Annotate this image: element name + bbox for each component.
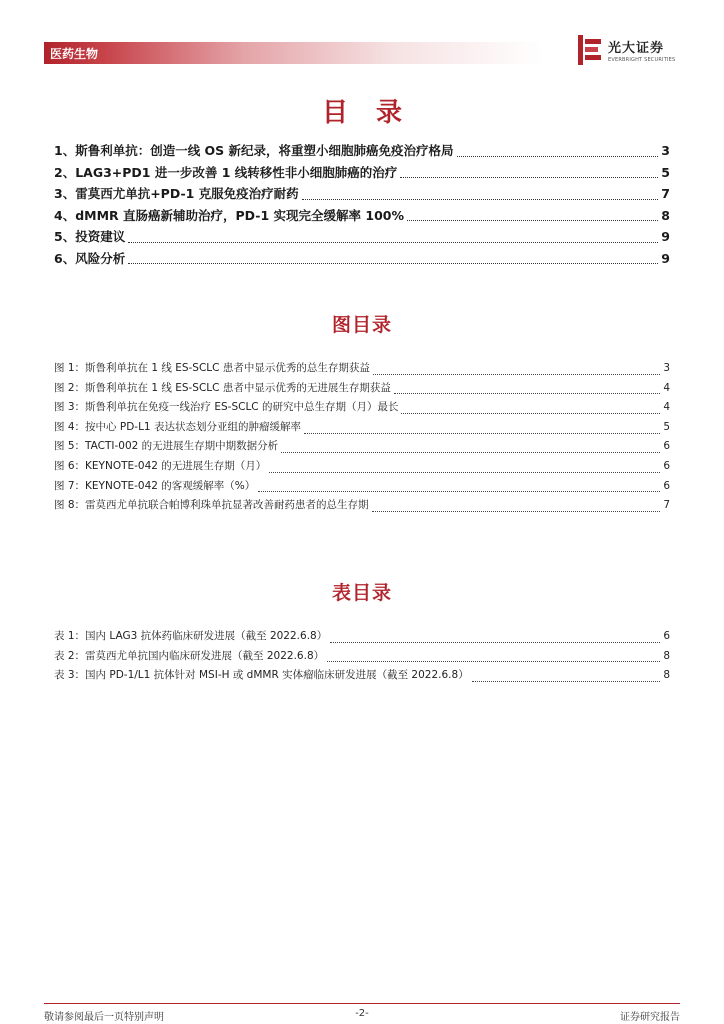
table-entry[interactable]: [54, 628, 670, 648]
entry-page-number: 6: [663, 440, 670, 453]
entry-page-number: 3: [663, 362, 670, 374]
entry-title: 雷莫西尤单抗+PD-1 克服免疫治疗耐药: [75, 186, 299, 201]
entry-title: LAG3+PD1 进一步改善 1 线转移性非小细胞肺癌的治疗: [75, 164, 398, 180]
footer-report-type: 证券研究报告: [620, 1012, 680, 1023]
entry-number: 5、: [54, 229, 76, 244]
dot-leader: [128, 262, 658, 264]
entry-page-number: 8: [661, 207, 670, 223]
entry-title: dMMR 直肠癌新辅助治疗，PD-1 实现完全缓解率 100%: [75, 207, 404, 223]
entry-number: 1、: [54, 143, 76, 158]
entry-number: 图 5：: [54, 440, 86, 453]
entry-page-number: 7: [661, 186, 670, 201]
figure-entry[interactable]: [54, 478, 670, 498]
entry-page-number: 3: [661, 143, 670, 158]
entry-title: 风险分析: [75, 250, 126, 266]
table-entry[interactable]: [54, 648, 670, 668]
dot-leader: [128, 241, 658, 243]
footer-page-number: -2-: [355, 1008, 369, 1019]
footer-divider: [44, 1003, 680, 1004]
dot-leader: [400, 176, 658, 178]
table-entry[interactable]: [54, 667, 670, 687]
entry-page-number: 7: [663, 499, 670, 512]
table-list: [54, 628, 670, 687]
entry-number: 2、: [54, 164, 76, 180]
entry-number: 表 2：: [54, 649, 86, 662]
dot-leader: [302, 198, 659, 200]
header-category: 医药生物: [50, 47, 99, 61]
entry-title: KEYNOTE-042 的客观缓解率（%）: [85, 479, 256, 492]
entry-title: 国内 PD-1/L1 抗体针对 MSI-H 或 dMMR 实体瘤临床研发进展（截至 2022.6.8）: [85, 669, 469, 682]
figure-list-title: 图目录: [331, 314, 392, 336]
toc-entry[interactable]: [54, 141, 670, 163]
brand-name-en: EVERBRIGHT SECURITIES: [608, 57, 676, 63]
figure-entry[interactable]: [54, 380, 670, 400]
figure-entry[interactable]: [54, 458, 670, 478]
entry-page-number: 5: [663, 420, 670, 433]
dot-leader: [457, 155, 659, 157]
dot-leader: [269, 471, 660, 473]
entry-page-number: 4: [663, 381, 670, 394]
entry-title: 斯鲁利单抗在 1 线 ES-SCLC 患者中显示优秀的无进展生存期获益: [85, 381, 391, 394]
figure-entry[interactable]: [54, 399, 670, 419]
footer-disclaimer: 敬请参阅最后一页特别声明: [44, 1012, 164, 1023]
dot-leader: [372, 510, 661, 512]
entry-title: 斯鲁利单抗在免疫一线治疗 ES-SCLC 的研究中总生存期（月）最长: [85, 401, 399, 414]
brand-name: 光大证券: [608, 41, 665, 56]
header-category-band: [44, 42, 544, 64]
entry-title: 雷莫西尤单抗联合帕博利珠单抗显著改善耐药患者的总生存期: [85, 499, 369, 512]
entry-page-number: 6: [663, 630, 670, 642]
entry-page-number: 9: [661, 229, 670, 244]
entry-title: 国内 LAG3 抗体药临床研发进展（截至 2022.6.8）: [85, 630, 328, 642]
entry-title: 雷莫西尤单抗国内临床研发进展（截至 2022.6.8）: [85, 649, 325, 662]
entry-page-number: 6: [663, 459, 670, 472]
entry-title: 投资建议: [75, 229, 126, 244]
dot-leader: [394, 392, 660, 394]
entry-number: 图 6：: [54, 459, 86, 472]
entry-page-number: 8: [663, 669, 670, 682]
entry-number: 图 2：: [54, 381, 86, 394]
entry-title: 按中心 PD-L1 表达状态划分亚组的肿瘤缓解率: [85, 420, 301, 433]
entry-number: 图 1：: [54, 362, 86, 374]
entry-number: 6、: [54, 250, 76, 266]
entry-title: KEYNOTE-042 的无进展生存期（月）: [85, 459, 267, 472]
dot-leader: [281, 451, 660, 453]
toc-entry[interactable]: [54, 184, 670, 206]
toc-title: 目录: [321, 98, 430, 128]
entry-title: 斯鲁利单抗：创造一线 OS 新纪录，将重塑小细胞肺癌免疫治疗格局: [75, 143, 454, 158]
entry-number: 表 3：: [54, 669, 86, 682]
entry-page-number: 6: [663, 479, 670, 492]
dot-leader: [472, 680, 661, 682]
figure-entry[interactable]: [54, 360, 670, 380]
toc-list: [54, 141, 670, 270]
figure-entry[interactable]: [54, 438, 670, 458]
entry-number: 图 3：: [54, 401, 86, 414]
brand-logo-icon: [578, 35, 604, 65]
figure-entry[interactable]: [54, 497, 670, 517]
toc-entry[interactable]: [54, 249, 670, 271]
figure-list: [54, 360, 670, 517]
figure-entry[interactable]: [54, 419, 670, 439]
dot-leader: [407, 219, 658, 221]
dot-leader: [304, 432, 660, 434]
entry-number: 3、: [54, 186, 76, 201]
entry-number: 图 7：: [54, 479, 86, 492]
entry-title: TACTI-002 的无进展生存期中期数据分析: [85, 440, 279, 453]
toc-entry[interactable]: [54, 206, 670, 228]
brand-logo: [578, 35, 688, 69]
entry-page-number: 8: [663, 649, 670, 662]
dot-leader: [258, 490, 660, 492]
toc-entry[interactable]: [54, 227, 670, 249]
entry-page-number: 4: [663, 401, 670, 414]
entry-page-number: 9: [661, 250, 670, 266]
entry-number: 图 8：: [54, 499, 86, 512]
dot-leader: [327, 660, 660, 662]
entry-page-number: 5: [661, 164, 670, 180]
dot-leader: [401, 412, 660, 414]
entry-number: 4、: [54, 207, 76, 223]
toc-entry[interactable]: [54, 163, 670, 185]
entry-number: 表 1：: [54, 630, 86, 642]
dot-leader: [330, 641, 660, 643]
entry-title: 斯鲁利单抗在 1 线 ES-SCLC 患者中显示优秀的总生存期获益: [85, 362, 370, 374]
table-list-title: 表目录: [331, 582, 392, 604]
entry-number: 图 4：: [54, 420, 86, 433]
dot-leader: [373, 373, 660, 375]
